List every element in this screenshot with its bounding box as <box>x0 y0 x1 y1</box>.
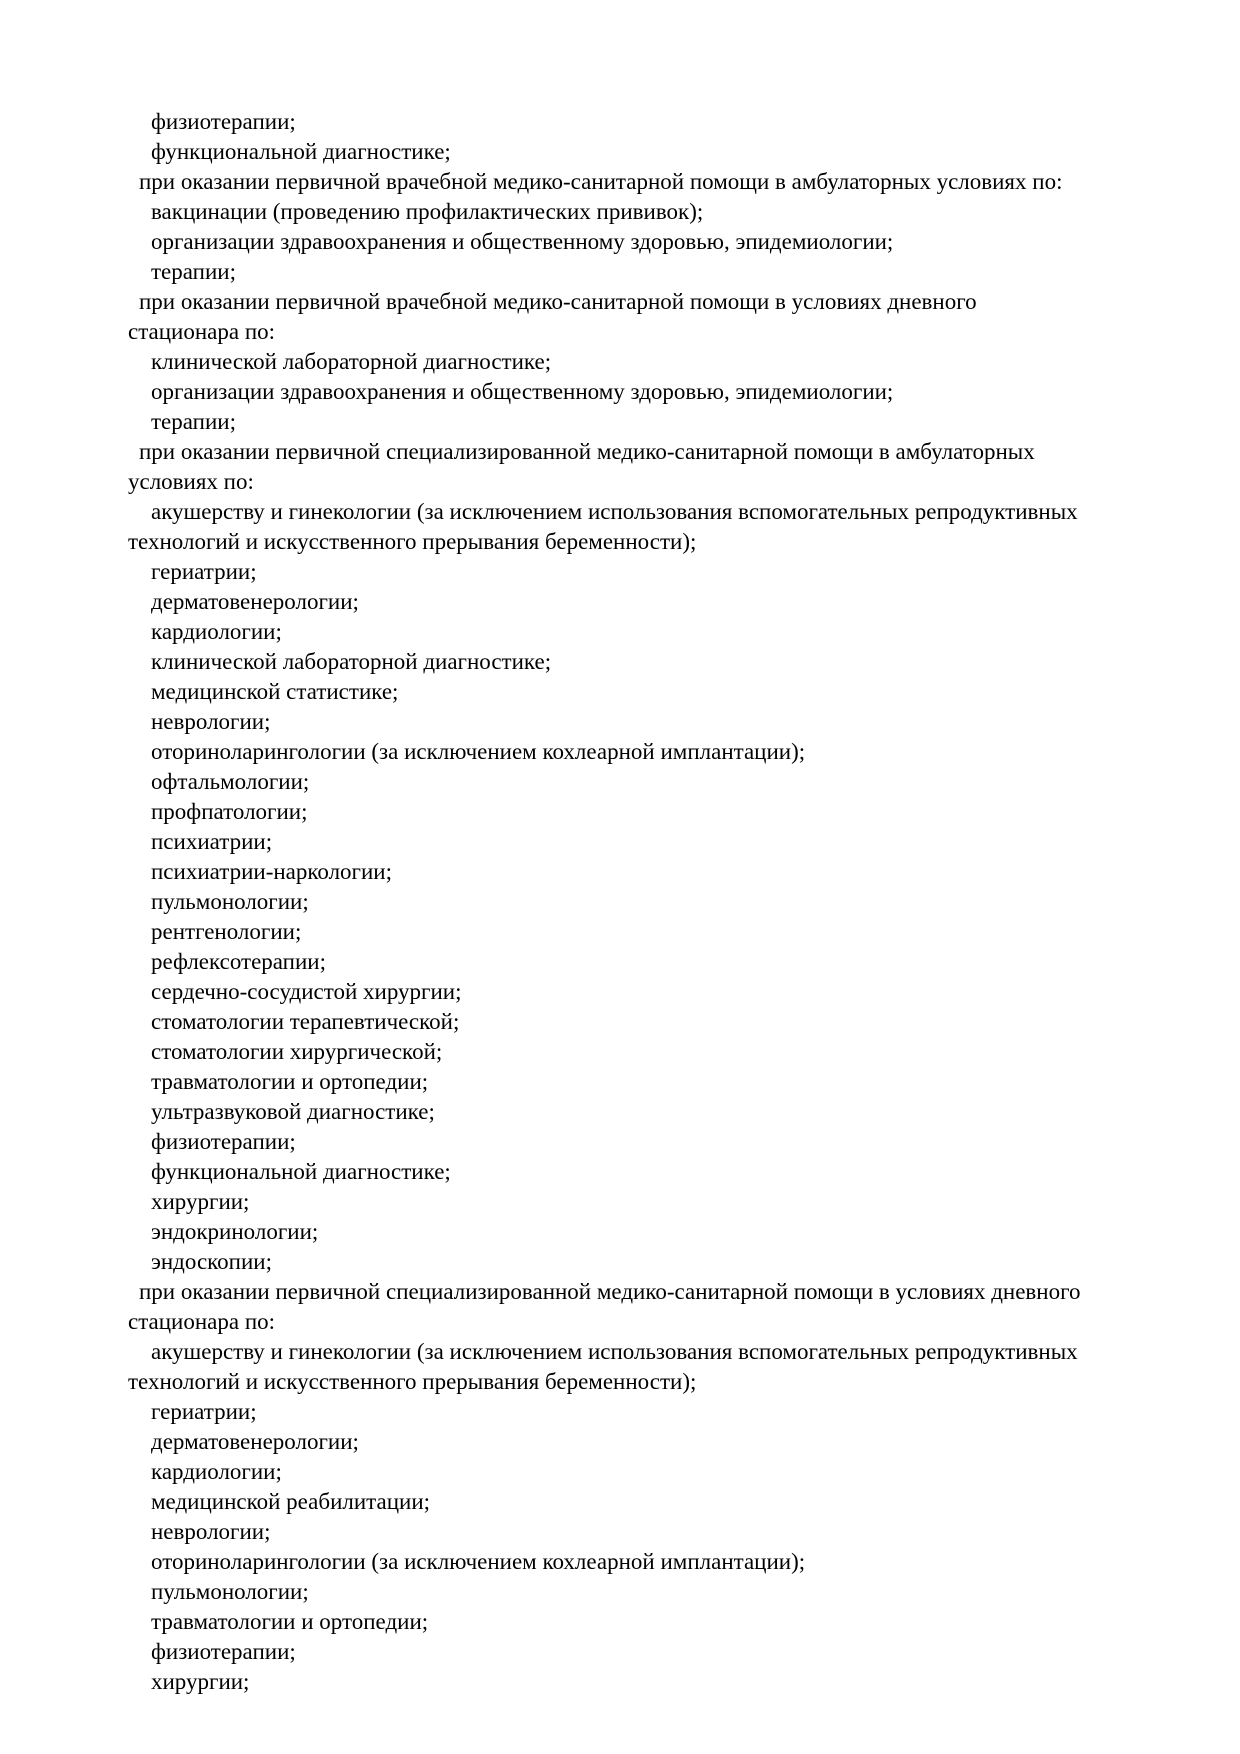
text-line: эндоскопии; <box>151 1249 272 1274</box>
text-line: ультразвуковой диагностике; <box>151 1099 435 1124</box>
text-line: травматологии и ортопедии; <box>151 1069 429 1094</box>
text-line: оториноларингологии (за исключением кохлеарной имплантации); <box>151 739 806 764</box>
text-line: клинической лабораторной диагностике; <box>151 349 552 374</box>
text-line: стационара по: <box>128 1309 276 1334</box>
text-line: условиях по: <box>128 469 254 494</box>
text-line: дерматовенерологии; <box>151 589 359 614</box>
text-line: вакцинации (проведению профилактических прививок); <box>151 199 704 224</box>
text-line: травматологии и ортопедии; <box>151 1609 429 1634</box>
text-line: акушерству и гинекологии (за исключением использования вспомогательных репродуктивных <box>151 499 1078 524</box>
text-line: психиатрии-наркологии; <box>151 859 392 884</box>
text-line: сердечно-сосудистой хирургии; <box>151 979 462 1004</box>
text-line: рентгенологии; <box>151 919 302 944</box>
text-line: медицинской статистике; <box>151 679 399 704</box>
text-line: физиотерапии; <box>151 1129 296 1154</box>
text-line: гериатрии; <box>151 1399 257 1424</box>
text-line: стоматологии терапевтической; <box>151 1009 460 1034</box>
text-line: организации здравоохранения и общественному здоровью, эпидемиологии; <box>151 379 894 404</box>
text-line: оториноларингологии (за исключением кохлеарной имплантации); <box>151 1549 806 1574</box>
text-line: дерматовенерологии; <box>151 1429 359 1454</box>
text-line: пульмонологии; <box>151 1579 309 1604</box>
text-line: кардиологии; <box>151 1459 282 1484</box>
section-header-line: при оказании первичной специализированной медико-санитарной помощи в условиях дневного <box>139 1279 1081 1304</box>
text-line: хирургии; <box>151 1189 250 1214</box>
text-line: акушерству и гинекологии (за исключением использования вспомогательных репродуктивных <box>151 1339 1078 1364</box>
text-line: медицинской реабилитации; <box>151 1489 431 1514</box>
text-line: психиатрии; <box>151 829 273 854</box>
text-line: функциональной диагностике; <box>151 139 451 164</box>
text-line: технологий и искусственного прерывания беременности); <box>128 1369 697 1394</box>
text-line: терапии; <box>151 409 236 434</box>
document-text-block <box>128 107 1218 1697</box>
section-header-line: при оказании первичной врачебной медико-санитарной помощи в амбулаторных условиях по: <box>139 169 1063 194</box>
text-line: кардиологии; <box>151 619 282 644</box>
text-line: терапии; <box>151 259 236 284</box>
text-line: пульмонологии; <box>151 889 309 914</box>
text-line: стоматологии хирургической; <box>151 1039 443 1064</box>
section-header-line: при оказании первичной специализированной медико-санитарной помощи в амбулаторных <box>139 439 1035 464</box>
text-line: эндокринологии; <box>151 1219 319 1244</box>
text-line: рефлексотерапии; <box>151 949 326 974</box>
text-line: хирургии; <box>151 1669 250 1694</box>
text-line: функциональной диагностике; <box>151 1159 451 1184</box>
text-line: гериатрии; <box>151 559 257 584</box>
text-line: офтальмологии; <box>151 769 310 794</box>
text-line: профпатологии; <box>151 799 308 824</box>
text-line: клинической лабораторной диагностике; <box>151 649 552 674</box>
text-line: технологий и искусственного прерывания беременности); <box>128 529 697 554</box>
text-line: организации здравоохранения и общественному здоровью, эпидемиологии; <box>151 229 894 254</box>
text-line: физиотерапии; <box>151 1639 296 1664</box>
text-line: неврологии; <box>151 1519 271 1544</box>
text-line: физиотерапии; <box>151 109 296 134</box>
text-line: неврологии; <box>151 709 271 734</box>
section-header-line: при оказании первичной врачебной медико-санитарной помощи в условиях дневного <box>139 289 977 314</box>
text-line: стационара по: <box>128 319 276 344</box>
